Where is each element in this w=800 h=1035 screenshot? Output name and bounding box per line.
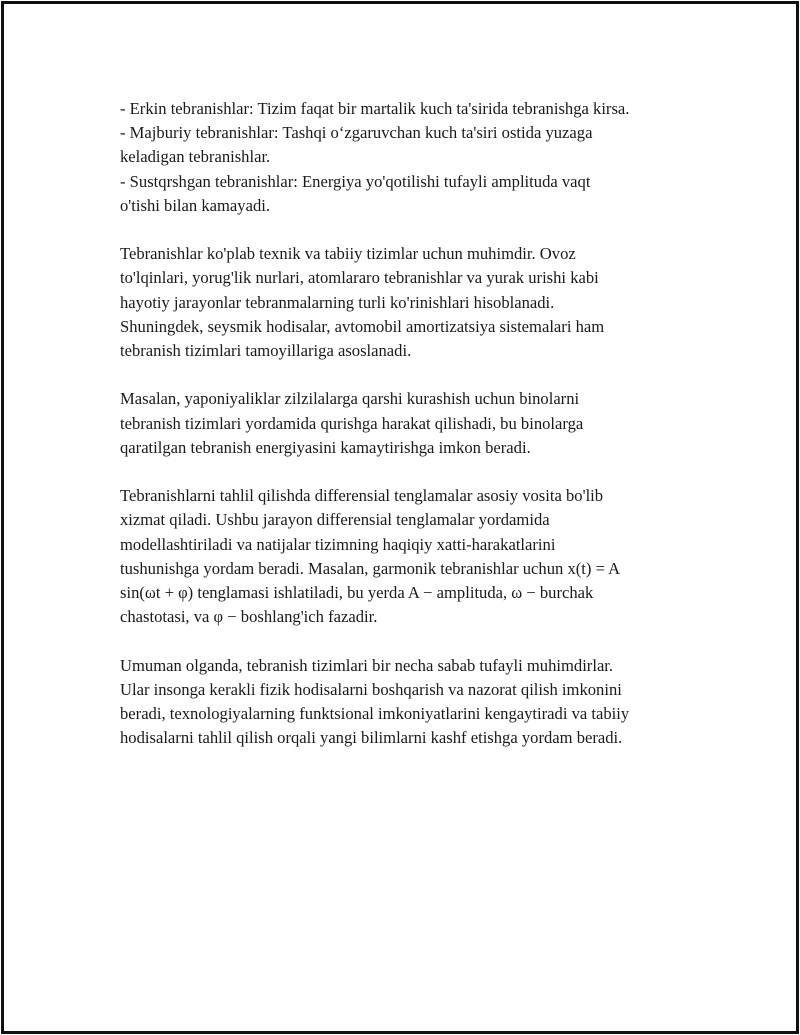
paragraph-japan-example <box>120 387 700 460</box>
text-line: beradi, texnologiyalarning funktsional imkoniyatlarini kengaytiradi va tabiiy <box>120 704 630 724</box>
paragraph-importance <box>120 242 700 363</box>
text-line: tebranish tizimlari tamoyillariga asoslanadi. <box>120 341 412 361</box>
text-line: tebranish tizimlari yordamida qurishga harakat qilishadi, bu binolarga <box>120 413 584 433</box>
text-line: Tebranishlar ko'plab texnik va tabiiy tizimlar uchun muhimdir. Ovoz <box>120 244 576 264</box>
text-line: Shuningdek, seysmik hodisalar, avtomobil amortizatsiya sistemalari ham <box>120 316 605 336</box>
paragraph-conclusion <box>120 654 700 751</box>
text-line: Umuman olganda, tebranish tizimlari bir necha sabab tufayli muhimdirlar. <box>120 655 614 675</box>
text-line: qaratilgan tebranish energiyasini kamaytirishga imkon beradi. <box>120 437 531 457</box>
text-line: Tebranishlarni tahlil qilishda differensial tenglamalar asosiy vosita bo'lib <box>120 486 604 506</box>
document-body <box>120 97 700 750</box>
text-line: to'lqinlari, yorug'lik nurlari, atomlararo tebranishlar va yurak urishi kabi <box>120 268 599 288</box>
text-line: xizmat qiladi. Ushbu jarayon differensial tenglamalar yordamida <box>120 510 550 530</box>
text-line: sin(ωt + φ) tenglamasi ishlatiladi, bu yerda A − amplituda, ω − burchak <box>120 583 594 603</box>
text-line: hayotiy jarayonlar tebranmalarning turli ko'rinishlari hisoblanadi. <box>120 292 555 312</box>
text-line: keladigan tebranishlar. <box>120 147 271 167</box>
text-line: - Majburiy tebranishlar: Tashqi o‘zgaruvchan kuch ta'siri ostida yuzaga <box>120 123 593 143</box>
paragraph-oscillation-types <box>120 97 700 218</box>
text-line: tushunishga yordam beradi. Masalan, garmonik tebranishlar uchun x(t) = A <box>120 558 621 578</box>
text-line: modellashtiriladi va natijalar tizimning haqiqiy xatti-harakatlarini <box>120 534 556 554</box>
text-line: chastotasi, va φ − boshlang'ich fazadir. <box>120 607 378 627</box>
text-line: Masalan, yaponiyaliklar zilzilalarga qarshi kurashish uchun binolarni <box>120 389 580 409</box>
text-line: o'tishi bilan kamayadi. <box>120 195 271 215</box>
text-line: - Sustqrshgan tebranishlar: Energiya yo'qotilishi tufayli amplituda vaqt <box>120 171 591 191</box>
text-line: - Erkin tebranishlar: Tizim faqat bir martalik kuch ta'sirida tebranishga kirsa. <box>120 99 630 118</box>
page-border <box>1 1 799 1034</box>
text-line: Ular insonga kerakli fizik hodisalarni boshqarish va nazorat qilish imkonini <box>120 679 622 699</box>
text-line: hodisalarni tahlil qilish orqali yangi bilimlarni kashf etishga yordam beradi. <box>120 728 623 748</box>
paragraph-differential-equations <box>120 484 700 629</box>
